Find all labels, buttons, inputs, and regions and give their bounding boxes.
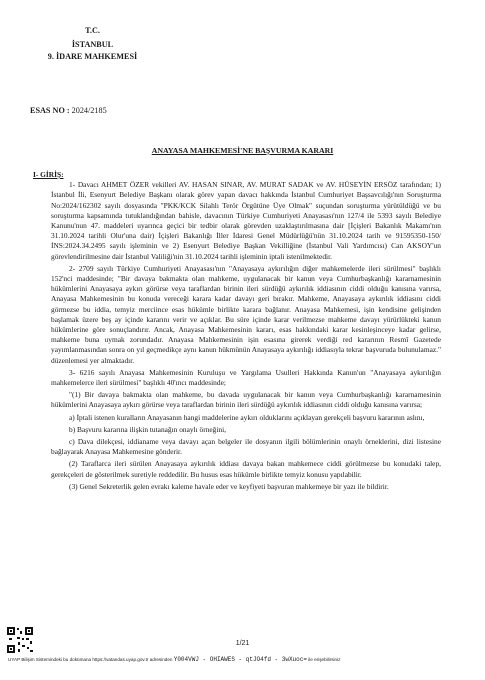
footer-text: UYAP Bilişim Sistemindeki bu dokümana https://vatandas.uyap.gov.tr adresinden	[8, 657, 173, 662]
document-body	[33, 170, 441, 494]
case-number-value: 2024/2185	[71, 106, 107, 115]
section-heading: I- GİRİŞ:	[33, 170, 64, 179]
document-title: ANAYASA MAHKEMESİ'NE BAŞVURMA KARARI	[151, 146, 334, 155]
quote-item-c: c) Dava dilekçesi, iddianame veya davayı açan belgeler ile dosyanın ilgili bölümlerinin onaylı örneklerini, dizi listesine bağlayarak Anayasa Mahkemesine gönderir.	[51, 437, 441, 457]
footer-code: Y004VWJ - OHIAWES - qtJO4fd - 3wXuoc=	[173, 656, 307, 663]
header-court: 9. İDARE MAHKEMESİ	[47, 52, 138, 61]
case-number	[30, 106, 107, 115]
case-number-label: ESAS NO :	[30, 106, 70, 115]
footer	[8, 656, 477, 663]
paragraph-1: 1- Davacı AHMET ÖZER vekilleri AV. HASAN SINAR, AV. MURAT SADAK ve AV. HÜSEYİN ERSÖZ tarafından; 1) İstanbul İli, Esenyurt Belediye Başkanı olarak görev yapan davacı hakkında İstanbul Cumhuriyet Başsavcılığı'nın Soruşturma No:2024/162302 sayılı dosyasında "PKK/KCK Silahlı Terör Örgütüne Üye Olmak" suçundan soruşturma yürütüldüğü ve bu soruşturma kapsamında tutuklandığından bahisle, davacının Türkiye Cumhuriyeti Anayasası'nın 127/4 ile 5393 sayılı Belediye Kanunu'nun 47. maddeleri uyarınca geçici bir tedbir olarak görevden uzaklaştırılmasına dair [İçişleri Bakanlık Makamı'nın 31.10.2024 tarihli Olur'una dair) İçişleri Bakanlığı İller İdaresi Genel Müdürlüğü'nün 31.10.2024 tarih ve 91595350-150/İNS:2024.34.2495 sayılı işleminin ve 2) Esenyurt Belediye Başkan Vekilliğine (İstanbul Vali Yardımcısı) Can AKSOY'un görevlendirilmesine dair İstanbul Valiliği'nin 31.10.2024 tarihli işleminin iptali istenilmektedir.	[51, 180, 441, 261]
quote-item-2: (2) Taraflarca ileri sürülen Anayasaya aykırılık iddiası davaya bakan mahkemece ciddi görülmezse bu konudaki talep, gerekçeleri de gösterilmek suretiyle reddedilir. Bu husus esas hükümle birlikte temyiz konusu yapılabilir.	[51, 459, 441, 479]
quote-item-1: "(1) Bir davaya bakmakta olan mahkeme, bu davada uygulanacak bir kanun veya Cumhurbaşkanlığı kararnamesinin hükümlerini Anayasaya aykırı görürse veya taraflardan birinin ileri sürdüğü aykırılık iddiasının ciddi olduğu kanısına varırsa;	[51, 390, 441, 410]
quote-item-b: b) Başvuru kararına ilişkin tutanağın onaylı örneğini,	[69, 424, 227, 434]
header-city: İSTANBUL	[71, 40, 114, 49]
quote-item-a: a) İptali istenen kuralların Anayasanın hangi maddelerine aykırı olduklarını açıklayan gerekçeli başvuru kararının aslını,	[69, 412, 425, 422]
page-number: 1/21	[235, 640, 250, 647]
paragraph-2: 2- 2709 sayılı Türkiye Cumhuriyeti Anayasası'nın "Anayasaya aykırılığın diğer mahkemelerde ileri sürülmesi" başlıklı 152'nci maddesinde; "Bir davaya bakmakta olan mahkeme, uygulanacak bir kanun veya Cumhurbaşkanlığı kararnamesinin hükümlerini Anayasaya aykırı görürse veya taraflardan birinin ileri sürdüğü aykırılık iddiasının ciddi olduğu kanısına varırsa, Anayasa Mahkemesinin bu konuda vereceği karara kadar davayı geri bırakır. Mahkeme, Anayasaya aykırılık iddiasını ciddi görmezse bu iddia, temyiz merciince esas hükümle birlikte karara bağlanır. Anayasa Mahkemesi, işin kendisine gelişinden başlamak üzere beş ay içinde kararını verir ve açıklar. Bu süre içinde karar verilmezse mahkeme davayı yürürlükteki kanun hükümlerine göre sonuçlandırır. Ancak, Anayasa Mahkemesinin kararı, esas hakkındaki karar kesinleşinceye kadar gelirse, mahkeme buna uymak zorundadır. Anayasa Mahkemesinin işin esasına girerek verdiği red kararının Resmî Gazetede yayımlanmasından sonra on yıl geçmedikçe aynı kanun hükmünün Anayasaya aykırılığı iddiasıyla tekrar başvuruda bulunulamaz." düzenlemesi yer almaktadır.	[51, 263, 441, 365]
paragraph-3: 3- 6216 sayılı Anayasa Mahkemesinin Kuruluşu ve Yargılama Usulleri Hakkında Kanun'un "Anayasaya aykırılığın mahkemelerce ileri sürülmesi" başlıklı 40'ıncı maddesinde;	[51, 367, 441, 388]
footer-suffix: ile erişebilirsiniz	[308, 657, 341, 662]
header-tc: T.C.	[85, 26, 100, 35]
quote-item-3: (3) Genel Sekreterlik gelen evrakı kaleme havale eder ve keyfiyeti başvuran mahkemeye bir yazı ile bildirir.	[69, 481, 389, 491]
